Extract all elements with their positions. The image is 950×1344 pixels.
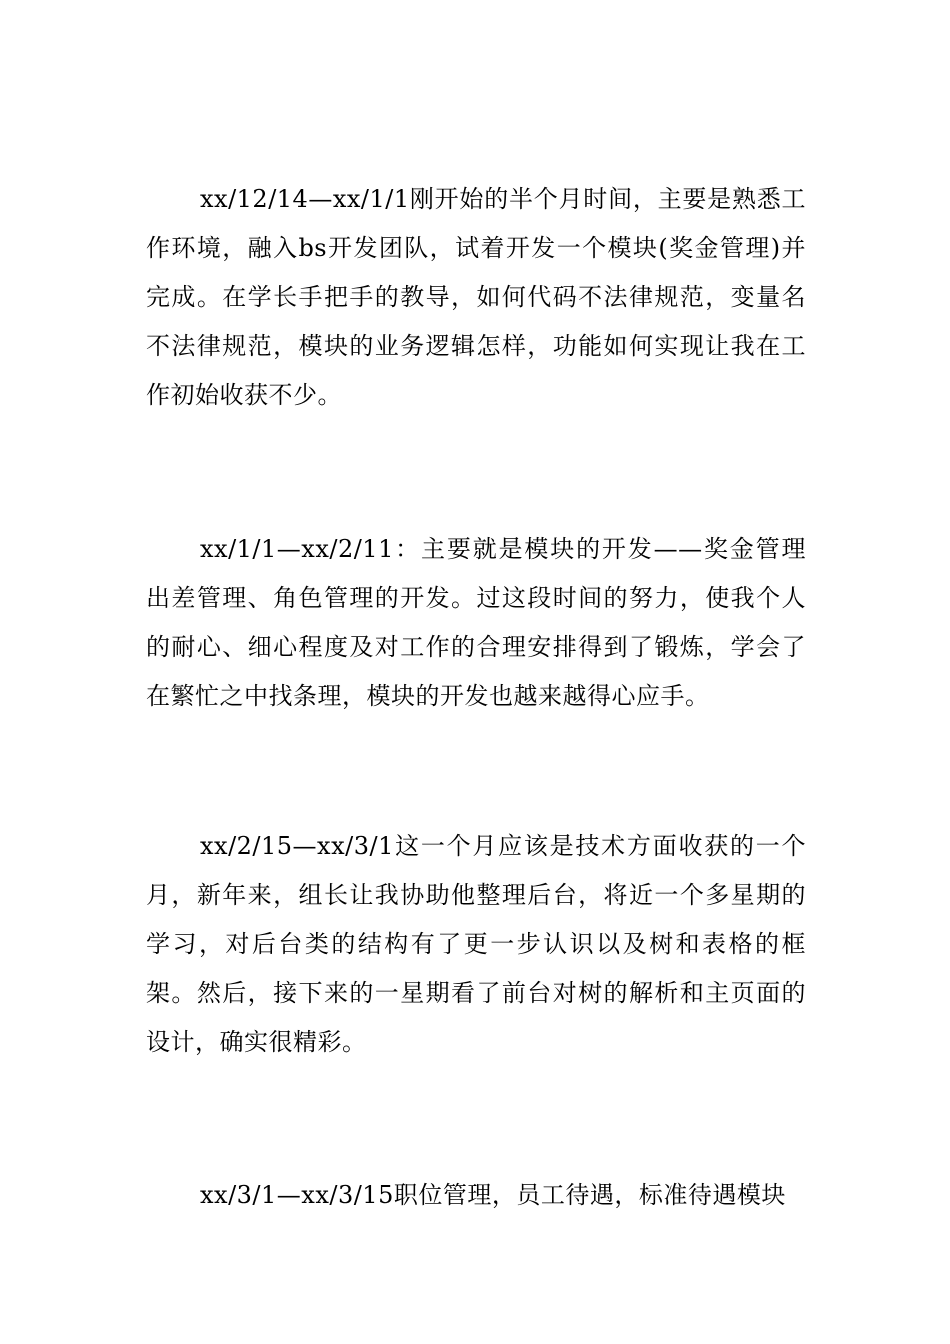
paragraph-jan-to-feb: xx/1/1—xx/2/11：主要就是模块的开发——奖金管理出差管理、角色管理的开发。过这段时间的努力，使我个人的耐心、细心程度及对工作的合理安排得到了锻炼，学会了在繁忙之中找条理，模块的开发也越来越得心应手。	[146, 535, 806, 710]
paragraph-mar: xx/3/1—xx/3/15职位管理，员工待遇，标准待遇模块	[200, 1181, 786, 1209]
paragraph-dec-to-jan: xx/12/14—xx/1/1刚开始的半个月时间，主要是熟悉工作环境，融入bs开发团队，试着开发一个模块(奖金管理)并完成。在学长手把手的教导，如何代码不法律规范，变量名不法律规范，模块的业务逻辑怎样，功能如何实现让我在工作初始收获不少。	[146, 185, 806, 409]
paragraph-feb-to-mar: xx/2/15—xx/3/1这一个月应该是技术方面收获的一个月，新年来，组长让我协助他整理后台，将近一个多星期的学习，对后台类的结构有了更一步认识以及树和表格的框架。然后，接下来的一星期看了前台对树的解析和主页面的设计，确实很精彩。	[146, 832, 806, 1056]
